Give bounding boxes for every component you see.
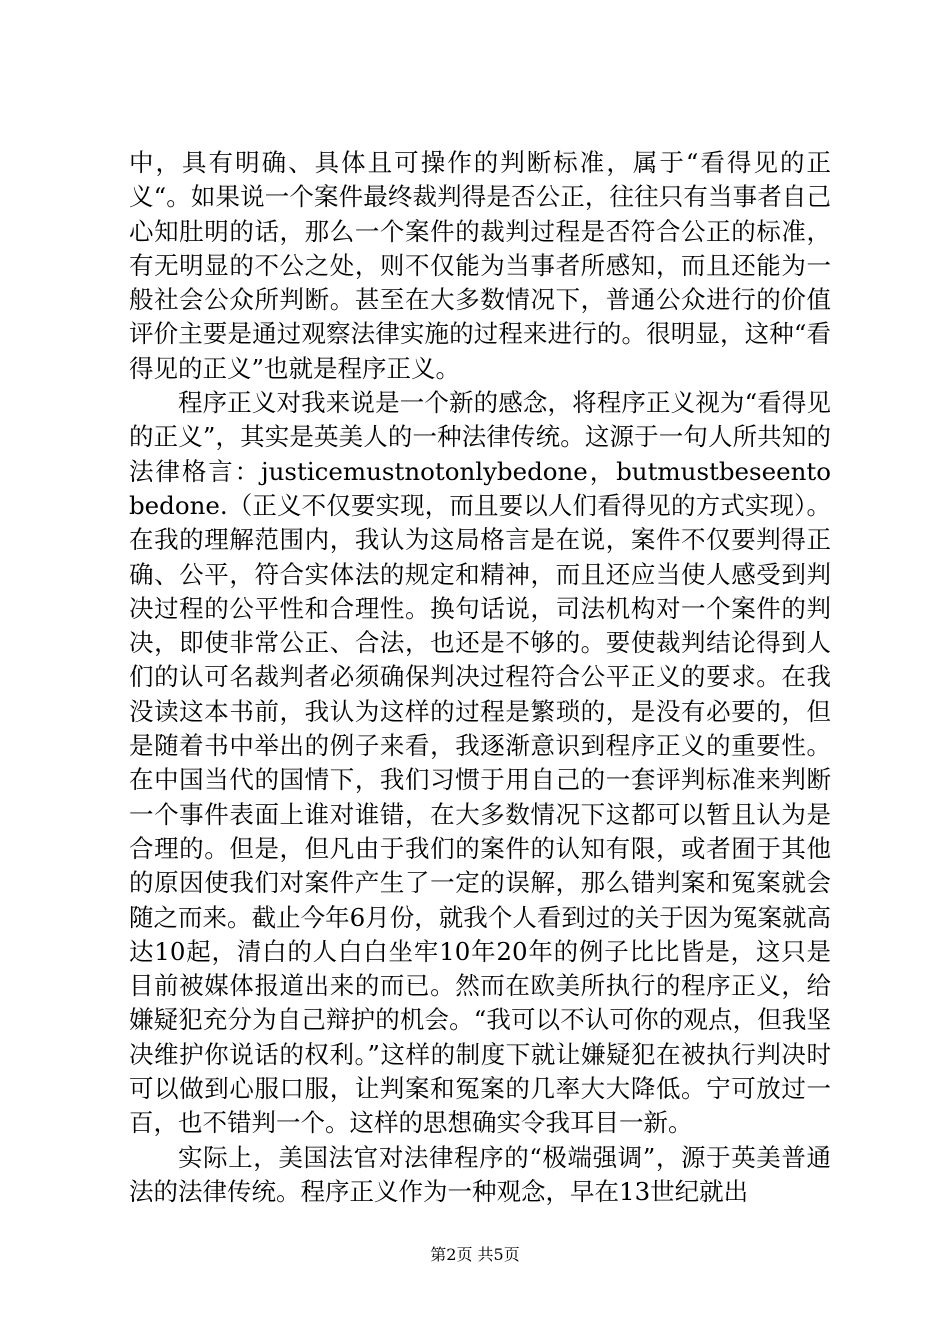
paragraph-2: 程序正义对我来说是一个新的感念，将程序正义视为“看得见的正义”，其实是英美人的一种法律传统。这源于一句人所共知的法律格言：justicemustnotonlybedone，butmustbeseentobedone.（正义不仅要实现，而且要以人们看得见的方式实现）。在我的理解范围内，我认为这局格言是在说，案件不仅要判得正确、公平，符合实体法的规定和精神，而且还应当使人感受到判决过程的公平性和合理性。换句话说，司法机构对一个案件的判决，即使非常公正、合法，也还是不够的。要使裁判结论得到人们的认可名裁判者必须确保判决过程符合公平正义的要求。在我没读这本书前，我认为这样的过程是繁琐的，是没有必要的，但是随着书中举出的例子来看，我逐渐意识到程序正义的重要性。在中国当代的国情下，我们习惯于用自己的一套评判标准来判断一个事件表面上谁对谁错，在大多数情况下这都可以暂且认为是合理的。但是，但凡由于我们的案件的认知有限，或者囿于其他的原因使我们对案件产生了一定的误解，那么错判案和冤案就会随之而来。截止今年6月份，就我个人看到过的关于因为冤案就高达10起，清白的人白白坐牢10年20年的例子比比皆是，这只是目前被媒体报道出来的而已。然而在欧美所执行的程序正义，给嫌疑犯充分为自己辩护的机会。“我可以不认可你的观点，但我坚决维护你说话的权利。”这样的制度下就让嫌疑犯在被执行判决时可以做到心服口服，让判案和冤案的几率大大降低。宁可放过一百，也不错判一个。这样的思想确实令我耳目一新。 <box>129 388 831 1138</box>
document-body <box>129 146 831 1209</box>
paragraph-3: 实际上，美国法官对法律程序的“极端强调”，源于英美普通法的法律传统。程序正义作为一种观念，早在13世纪就出 <box>129 1142 831 1206</box>
paragraph-1: 中，具有明确、具体且可操作的判断标准，属于“看得见的正义“。如果说一个案件最终裁判得是否公正，往往只有当事者自己心知肚明的话，那么一个案件的裁判过程是否符合公正的标准，有无明显的不公之处，则不仅能为当事者所感知，而且还能为一般社会公众所判断。甚至在大多数情况下，普通公众进行的价值评价主要是通过观察法律实施的过程来进行的。很明显，这种“看得见的正义”也就是程序正义。 <box>129 148 831 383</box>
page-number-footer: 第2页 共5页 <box>430 1245 520 1264</box>
